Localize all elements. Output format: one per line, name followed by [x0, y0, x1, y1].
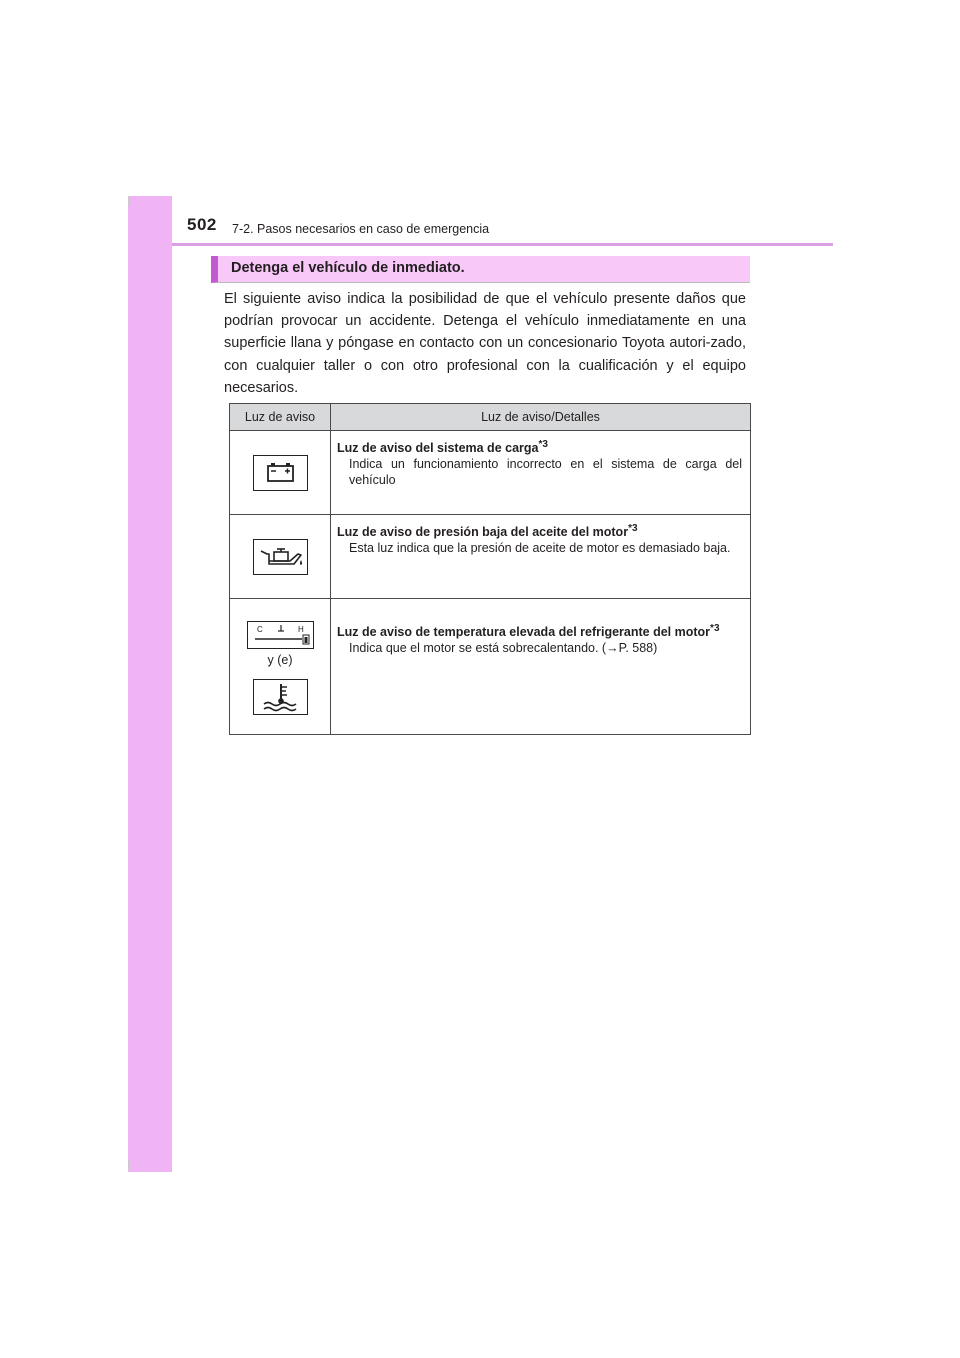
footnote-marker: *3: [628, 523, 638, 534]
table-row: [230, 515, 751, 599]
table-row: [230, 599, 751, 735]
section-title: 7-2. Pasos necesarios en caso de emergencia: [232, 222, 490, 236]
icon-alternative-label: y (e): [267, 652, 293, 667]
coolant-temperature-warning-icon: [253, 679, 308, 715]
page-number: 502: [187, 215, 217, 234]
detail-text: Indica que el motor se está sobrecalentando. (→P. 588): [349, 641, 658, 656]
detail-title: Luz de aviso de presión baja del aceite del motor$^{*3}$: [337, 523, 638, 540]
subheading: Detenga el vehículo de inmediato.: [231, 260, 465, 276]
detail-cell: [331, 515, 751, 599]
footnote-marker: *3: [710, 623, 720, 634]
detail-cell: [331, 431, 751, 515]
detail-text: Esta luz indica que la presión de aceite de motor es demasiado baja.: [349, 541, 731, 556]
side-color-strip: [128, 196, 172, 1172]
detail-title: Luz de aviso de temperatura elevada del refrigerante del motor$^{*3}$: [337, 623, 720, 640]
detail-text: Indica un funcionamiento incorrecto en el sistema de carga del vehículo: [349, 457, 742, 488]
header-rule: [172, 243, 833, 246]
warning-lights-table: [229, 403, 751, 735]
intro-paragraph: El siguiente aviso indica la posibilidad de que el vehículo presente daños que podrían provocar un accidente. Detenga el vehículo inmediatamente en una superficie llana y póngase en contacto con un concesionario Toyota autori-zado, con cualquier taller o con otro profesional con la cualificación y el equipo necesarios.: [224, 291, 746, 396]
subheading-bar: [211, 256, 750, 283]
crop-mark: [128, 196, 129, 206]
footnote-marker: *3: [538, 439, 548, 450]
gauge-label-cold: C: [256, 624, 263, 634]
crop-mark: [128, 1160, 129, 1170]
detail-title: Luz de aviso del sistema de carga$^{*3}$: [337, 439, 548, 456]
table-row: [230, 431, 751, 515]
oil-pressure-warning-icon: [253, 539, 308, 575]
battery-warning-icon: [253, 455, 308, 491]
detail-cell: [331, 599, 751, 735]
coolant-temperature-gauge-icon: [247, 621, 314, 649]
table-header-row: [230, 404, 751, 431]
column-header-details: Luz de aviso/Detalles: [331, 404, 751, 431]
icon-cell: [230, 431, 331, 515]
icon-cell: [230, 599, 331, 735]
gauge-label-hot: H: [297, 624, 304, 634]
column-header-light: Luz de aviso: [230, 404, 331, 431]
icon-cell: [230, 515, 331, 599]
